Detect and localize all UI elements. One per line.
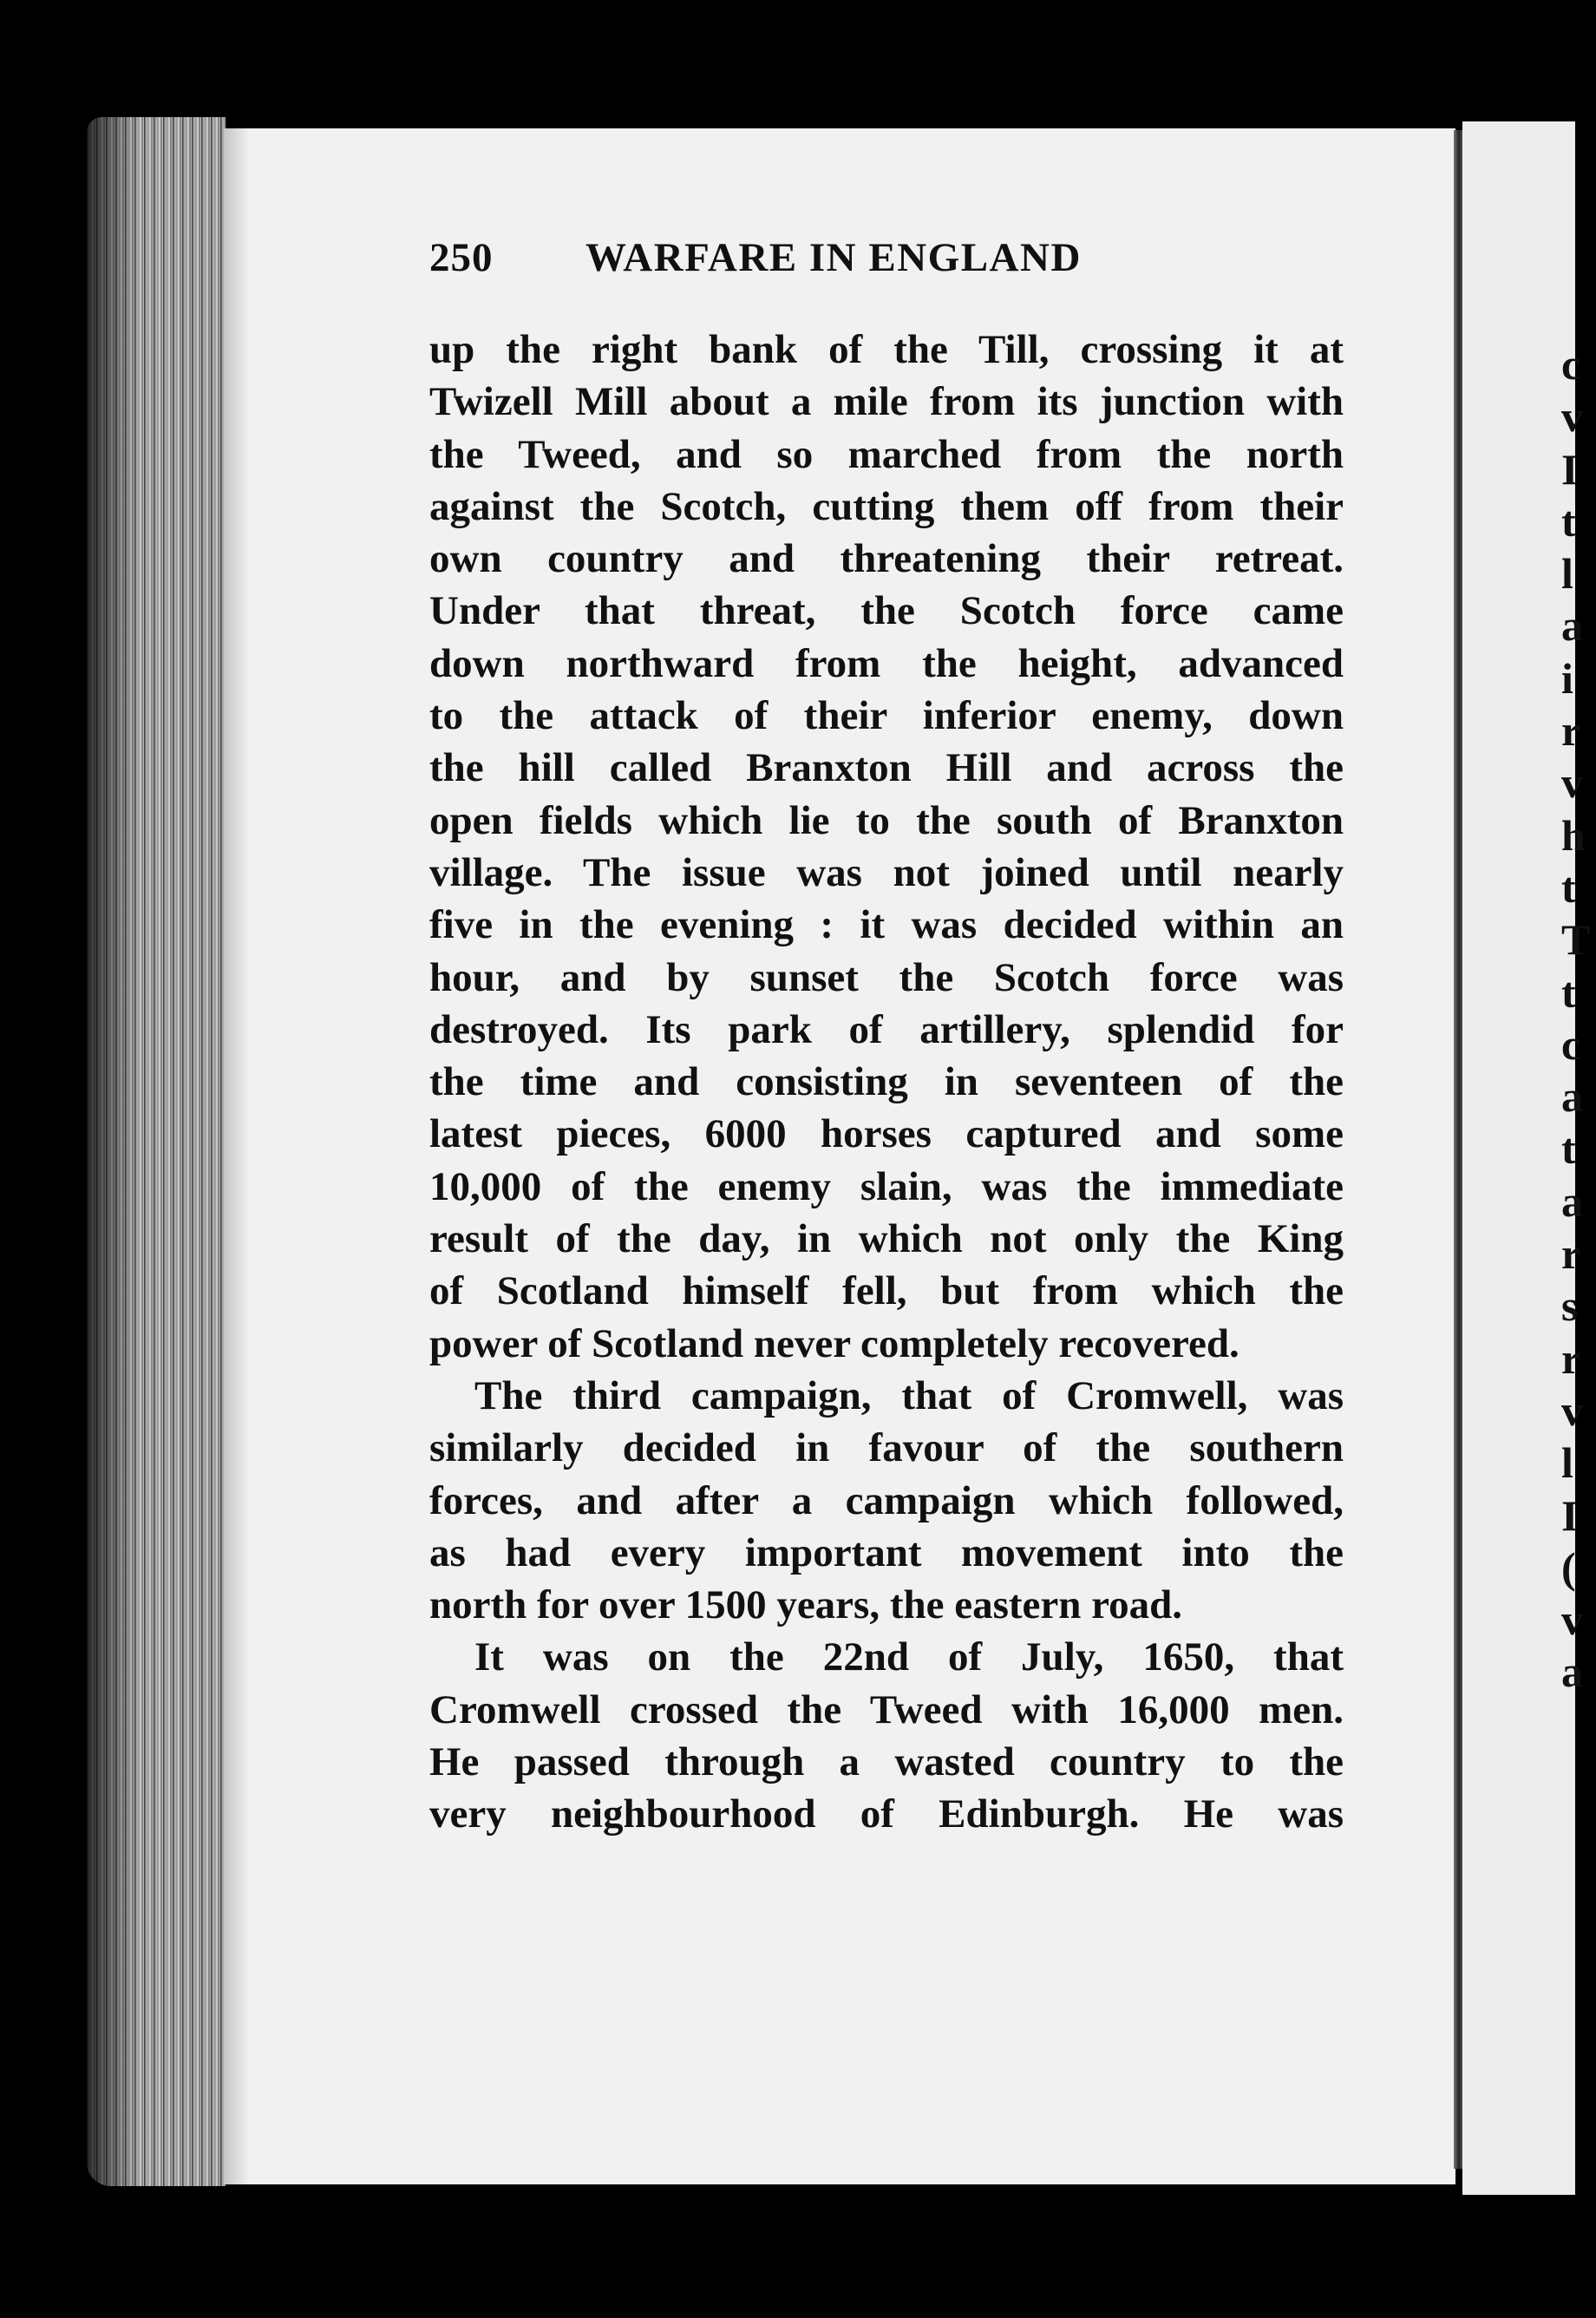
text-line: similarly decided in favour of the southern	[429, 1425, 1344, 1471]
text-line: Under that threat, the Scotch force came	[429, 588, 1344, 634]
facing-page-letter: s	[1561, 1281, 1579, 1331]
facing-page-letter: h	[1561, 810, 1586, 860]
facing-page-letter: t	[1561, 862, 1576, 912]
text-line: destroyed. Its park of artillery, splendid for	[429, 1006, 1344, 1052]
text-line: result of the day, in which not only the King	[429, 1216, 1344, 1262]
text-line: up the right bank of the Till, crossing it at	[429, 327, 1344, 372]
left-page-inner-shadow	[224, 128, 250, 2184]
facing-page-letter: c	[1561, 1019, 1581, 1069]
text-line: the Tweed, and so marched from the north	[429, 431, 1344, 477]
facing-page-letter	[1561, 1803, 1596, 1855]
facing-page-fragment	[1462, 121, 1575, 2195]
facing-page-letter: i	[1561, 653, 1573, 703]
facing-page-letter: l	[1561, 1438, 1573, 1488]
facing-page-letters	[1561, 338, 1596, 1856]
facing-page-letter: a	[1561, 601, 1583, 651]
page-edges-shadow	[87, 117, 139, 2186]
page-header	[429, 234, 1349, 295]
facing-page-letter: r	[1561, 706, 1581, 756]
facing-page-letter: t	[1561, 1124, 1576, 1174]
text-line: north for over 1500 years, the eastern road.	[429, 1582, 1183, 1628]
text-line: He passed through a wasted country to the	[429, 1739, 1344, 1785]
text-line: village. The issue was not joined until nearly	[429, 849, 1344, 895]
text-line: to the attack of their inferior enemy, down	[429, 693, 1344, 739]
facing-page-letter: I	[1561, 444, 1579, 494]
facing-page-letter: T	[1561, 915, 1591, 965]
facing-page-letter: r	[1561, 1333, 1581, 1383]
facing-page-letter: (	[1561, 1542, 1576, 1592]
text-line: very neighbourhood of Edinburgh. He was	[429, 1791, 1344, 1837]
page-number: 250	[429, 235, 494, 280]
text-line: Cromwell crossed the Tweed with 16,000 men.	[429, 1686, 1344, 1732]
facing-page-letter: t	[1561, 967, 1576, 1017]
text-line: 10,000 of the enemy slain, was the immediate	[429, 1163, 1344, 1209]
text-line: power of Scotland never completely recovered.	[429, 1320, 1240, 1366]
text-line: open fields which lie to the south of Branxton	[429, 797, 1344, 843]
text-line: latest pieces, 6000 horses captured and some	[429, 1111, 1344, 1157]
facing-page-letter: v	[1561, 392, 1583, 442]
body-text	[429, 324, 1344, 1841]
text-line: The third campaign, that of Cromwell, was	[474, 1372, 1344, 1418]
facing-page-letter: I	[1561, 1490, 1579, 1540]
text-line: Twizell Mill about a mile from its junction with	[429, 379, 1344, 425]
facing-page-letter: l	[1561, 549, 1573, 599]
facing-page-letter: r	[1561, 1229, 1581, 1279]
facing-page-letter: t	[1561, 496, 1576, 546]
text-line: forces, and after a campaign which followed,	[429, 1477, 1344, 1523]
book-gutter	[1454, 130, 1462, 2169]
text-line: own country and threatening their retreat.	[429, 536, 1344, 582]
facing-page-letter: a	[1561, 1176, 1583, 1226]
facing-page-letter: v	[1561, 1385, 1583, 1435]
facing-page-letter: c	[1561, 340, 1581, 389]
facing-page-letter: v	[1561, 1595, 1583, 1645]
text-line: hour, and by sunset the Scotch force was	[429, 954, 1344, 1000]
running-title: WARFARE IN ENGLAND	[585, 235, 1082, 280]
facing-page-letter	[1561, 1751, 1596, 1803]
text-line: It was on the 22nd of July, 1650, that	[474, 1634, 1344, 1680]
facing-page-letter: a	[1561, 1072, 1583, 1122]
text-line: against the Scotch, cutting them off from their	[429, 483, 1344, 529]
facing-page-letter: v	[1561, 758, 1583, 808]
facing-page-letter: a	[1561, 1647, 1583, 1697]
text-line: the time and consisting in seventeen of the	[429, 1059, 1344, 1105]
text-line: five in the evening : it was decided within an	[429, 902, 1344, 948]
text-line: the hill called Branxton Hill and across the	[429, 745, 1344, 791]
text-line: of Scotland himself fell, but from which the	[429, 1268, 1344, 1314]
text-line: down northward from the height, advanced	[429, 640, 1344, 686]
facing-page-letter	[1561, 1699, 1596, 1751]
text-line: as had every important movement into the	[429, 1529, 1344, 1575]
